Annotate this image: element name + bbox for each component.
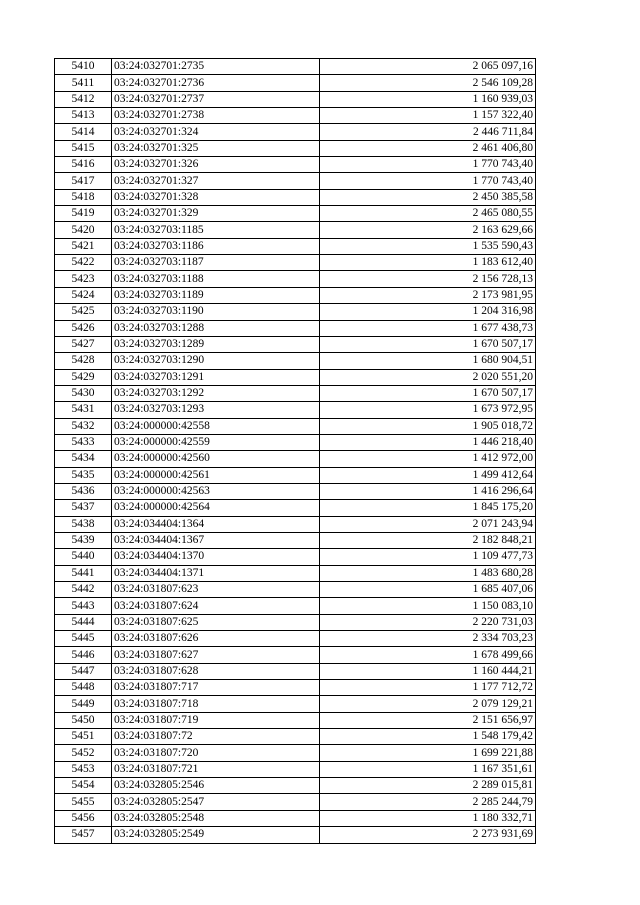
cadastral-value-cell: 1 150 083,10 xyxy=(320,598,536,614)
row-number-cell: 5417 xyxy=(55,173,112,189)
row-number-cell: 5455 xyxy=(55,794,112,810)
cadastral-number-cell: 03:24:031807:720 xyxy=(112,745,320,761)
table-row xyxy=(55,729,536,745)
cadastral-number-cell: 03:24:032701:328 xyxy=(112,189,320,205)
cadastral-number-cell: 03:24:032703:1190 xyxy=(112,304,320,320)
table-row xyxy=(55,140,536,156)
table-row xyxy=(55,663,536,679)
cadastral-number-cell: 03:24:032701:2735 xyxy=(112,59,320,75)
cadastral-value-cell: 2 334 703,23 xyxy=(320,631,536,647)
row-number-cell: 5426 xyxy=(55,320,112,336)
cadastral-value-cell: 2 182 848,21 xyxy=(320,532,536,548)
cadastral-value-cell: 2 546 109,28 xyxy=(320,75,536,91)
cadastral-number-cell: 03:24:032701:2738 xyxy=(112,108,320,124)
row-number-cell: 5427 xyxy=(55,336,112,352)
cadastral-value-table xyxy=(54,58,536,844)
cadastral-value-cell: 1 905 018,72 xyxy=(320,418,536,434)
table-row xyxy=(55,418,536,434)
cadastral-number-cell: 03:24:032701:327 xyxy=(112,173,320,189)
cadastral-number-cell: 03:24:032703:1288 xyxy=(112,320,320,336)
table-row xyxy=(55,402,536,418)
row-number-cell: 5447 xyxy=(55,663,112,679)
cadastral-value-cell: 2 461 406,80 xyxy=(320,140,536,156)
table-row xyxy=(55,451,536,467)
table-row xyxy=(55,320,536,336)
cadastral-number-cell: 03:24:000000:42564 xyxy=(112,500,320,516)
row-number-cell: 5432 xyxy=(55,418,112,434)
cadastral-value-cell: 1 160 444,21 xyxy=(320,663,536,679)
table-row xyxy=(55,614,536,630)
cadastral-number-cell: 03:24:031807:718 xyxy=(112,696,320,712)
cadastral-value-cell: 1 535 590,43 xyxy=(320,238,536,254)
row-number-cell: 5438 xyxy=(55,516,112,532)
cadastral-value-cell: 1 685 407,06 xyxy=(320,582,536,598)
cadastral-number-cell: 03:24:034404:1371 xyxy=(112,565,320,581)
cadastral-value-cell: 1 680 904,51 xyxy=(320,353,536,369)
cadastral-number-cell: 03:24:032805:2547 xyxy=(112,794,320,810)
table-row xyxy=(55,385,536,401)
table-row xyxy=(55,500,536,516)
cadastral-value-cell: 2 065 097,16 xyxy=(320,59,536,75)
table-row xyxy=(55,206,536,222)
cadastral-number-cell: 03:24:032701:329 xyxy=(112,206,320,222)
cadastral-number-cell: 03:24:031807:628 xyxy=(112,663,320,679)
row-number-cell: 5428 xyxy=(55,353,112,369)
cadastral-number-cell: 03:24:031807:717 xyxy=(112,680,320,696)
cadastral-number-cell: 03:24:032805:2548 xyxy=(112,810,320,826)
table-row xyxy=(55,598,536,614)
row-number-cell: 5434 xyxy=(55,451,112,467)
cadastral-value-cell: 2 273 931,69 xyxy=(320,827,536,843)
table-row xyxy=(55,75,536,91)
row-number-cell: 5451 xyxy=(55,729,112,745)
row-number-cell: 5419 xyxy=(55,206,112,222)
cadastral-value-cell: 1 845 175,20 xyxy=(320,500,536,516)
cadastral-value-cell: 1 678 499,66 xyxy=(320,647,536,663)
row-number-cell: 5429 xyxy=(55,369,112,385)
table-row xyxy=(55,516,536,532)
cadastral-value-cell: 2 450 385,58 xyxy=(320,189,536,205)
cadastral-number-cell: 03:24:000000:42559 xyxy=(112,434,320,450)
cadastral-value-cell: 1 177 712,72 xyxy=(320,680,536,696)
cadastral-value-cell: 1 670 507,17 xyxy=(320,336,536,352)
table-row xyxy=(55,647,536,663)
table-row xyxy=(55,761,536,777)
cadastral-value-cell: 1 677 438,73 xyxy=(320,320,536,336)
row-number-cell: 5443 xyxy=(55,598,112,614)
cadastral-value-cell: 2 163 629,66 xyxy=(320,222,536,238)
table-row xyxy=(55,778,536,794)
cadastral-number-cell: 03:24:031807:623 xyxy=(112,582,320,598)
cadastral-number-cell: 03:24:000000:42558 xyxy=(112,418,320,434)
cadastral-number-cell: 03:24:032703:1189 xyxy=(112,287,320,303)
table-row xyxy=(55,680,536,696)
row-number-cell: 5435 xyxy=(55,467,112,483)
cadastral-value-cell: 2 285 244,79 xyxy=(320,794,536,810)
row-number-cell: 5456 xyxy=(55,810,112,826)
cadastral-number-cell: 03:24:032703:1187 xyxy=(112,255,320,271)
cadastral-number-cell: 03:24:032701:2737 xyxy=(112,91,320,107)
cadastral-value-cell: 1 446 218,40 xyxy=(320,434,536,450)
row-number-cell: 5453 xyxy=(55,761,112,777)
row-number-cell: 5445 xyxy=(55,631,112,647)
row-number-cell: 5424 xyxy=(55,287,112,303)
table-row xyxy=(55,369,536,385)
cadastral-value-cell: 2 446 711,84 xyxy=(320,124,536,140)
cadastral-value-cell: 1 204 316,98 xyxy=(320,304,536,320)
row-number-cell: 5433 xyxy=(55,434,112,450)
table-row xyxy=(55,549,536,565)
cadastral-value-cell: 2 156 728,13 xyxy=(320,271,536,287)
table-row xyxy=(55,336,536,352)
cadastral-number-cell: 03:24:032701:325 xyxy=(112,140,320,156)
cadastral-value-cell: 1 770 743,40 xyxy=(320,173,536,189)
cadastral-value-cell: 1 499 412,64 xyxy=(320,467,536,483)
cadastral-number-cell: 03:24:034404:1370 xyxy=(112,549,320,565)
table-row xyxy=(55,173,536,189)
cadastral-number-cell: 03:24:032701:324 xyxy=(112,124,320,140)
cadastral-number-cell: 03:24:032703:1289 xyxy=(112,336,320,352)
cadastral-value-cell: 2 465 080,55 xyxy=(320,206,536,222)
cadastral-number-cell: 03:24:032805:2549 xyxy=(112,827,320,843)
cadastral-value-cell: 1 157 322,40 xyxy=(320,108,536,124)
cadastral-number-cell: 03:24:000000:42560 xyxy=(112,451,320,467)
cadastral-value-cell: 1 483 680,28 xyxy=(320,565,536,581)
table-row xyxy=(55,353,536,369)
cadastral-number-cell: 03:24:032701:2736 xyxy=(112,75,320,91)
table-row xyxy=(55,467,536,483)
cadastral-value-cell: 1 416 296,64 xyxy=(320,483,536,499)
table-row xyxy=(55,287,536,303)
table-row xyxy=(55,582,536,598)
table-row xyxy=(55,108,536,124)
row-number-cell: 5422 xyxy=(55,255,112,271)
cadastral-number-cell: 03:24:032703:1188 xyxy=(112,271,320,287)
table-row xyxy=(55,696,536,712)
table-row xyxy=(55,222,536,238)
cadastral-value-cell: 2 220 731,03 xyxy=(320,614,536,630)
cadastral-value-cell: 2 079 129,21 xyxy=(320,696,536,712)
cadastral-value-cell: 1 167 351,61 xyxy=(320,761,536,777)
row-number-cell: 5446 xyxy=(55,647,112,663)
cadastral-value-cell: 1 548 179,42 xyxy=(320,729,536,745)
table-row xyxy=(55,124,536,140)
cadastral-number-cell: 03:24:034404:1367 xyxy=(112,532,320,548)
table-row xyxy=(55,827,536,843)
cadastral-number-cell: 03:24:000000:42561 xyxy=(112,467,320,483)
row-number-cell: 5448 xyxy=(55,680,112,696)
row-number-cell: 5418 xyxy=(55,189,112,205)
cadastral-value-cell: 2 173 981,95 xyxy=(320,287,536,303)
cadastral-value-cell: 2 151 656,97 xyxy=(320,712,536,728)
cadastral-number-cell: 03:24:034404:1364 xyxy=(112,516,320,532)
cadastral-number-cell: 03:24:032701:326 xyxy=(112,157,320,173)
row-number-cell: 5414 xyxy=(55,124,112,140)
cadastral-number-cell: 03:24:032703:1185 xyxy=(112,222,320,238)
table-row xyxy=(55,189,536,205)
row-number-cell: 5452 xyxy=(55,745,112,761)
row-number-cell: 5430 xyxy=(55,385,112,401)
cadastral-number-cell: 03:24:032703:1292 xyxy=(112,385,320,401)
cadastral-value-cell: 2 020 551,20 xyxy=(320,369,536,385)
cadastral-number-cell: 03:24:031807:721 xyxy=(112,761,320,777)
table-body xyxy=(55,59,536,844)
cadastral-value-cell: 1 412 972,00 xyxy=(320,451,536,467)
cadastral-value-cell: 1 673 972,95 xyxy=(320,402,536,418)
table-row xyxy=(55,157,536,173)
row-number-cell: 5431 xyxy=(55,402,112,418)
row-number-cell: 5439 xyxy=(55,532,112,548)
table-row xyxy=(55,810,536,826)
table-row xyxy=(55,255,536,271)
table-row xyxy=(55,304,536,320)
cadastral-number-cell: 03:24:032703:1293 xyxy=(112,402,320,418)
row-number-cell: 5444 xyxy=(55,614,112,630)
row-number-cell: 5440 xyxy=(55,549,112,565)
row-number-cell: 5411 xyxy=(55,75,112,91)
cadastral-value-cell: 1 183 612,40 xyxy=(320,255,536,271)
cadastral-number-cell: 03:24:031807:627 xyxy=(112,647,320,663)
row-number-cell: 5421 xyxy=(55,238,112,254)
table-row xyxy=(55,59,536,75)
cadastral-number-cell: 03:24:032805:2546 xyxy=(112,778,320,794)
cadastral-value-cell: 1 180 332,71 xyxy=(320,810,536,826)
row-number-cell: 5412 xyxy=(55,91,112,107)
table-row xyxy=(55,483,536,499)
row-number-cell: 5450 xyxy=(55,712,112,728)
cadastral-value-cell: 1 109 477,73 xyxy=(320,549,536,565)
cadastral-value-cell: 1 670 507,17 xyxy=(320,385,536,401)
cadastral-value-cell: 2 071 243,94 xyxy=(320,516,536,532)
table-row xyxy=(55,532,536,548)
row-number-cell: 5437 xyxy=(55,500,112,516)
cadastral-value-cell: 1 160 939,03 xyxy=(320,91,536,107)
cadastral-number-cell: 03:24:031807:72 xyxy=(112,729,320,745)
row-number-cell: 5425 xyxy=(55,304,112,320)
row-number-cell: 5442 xyxy=(55,582,112,598)
cadastral-number-cell: 03:24:032703:1186 xyxy=(112,238,320,254)
table-row xyxy=(55,712,536,728)
row-number-cell: 5423 xyxy=(55,271,112,287)
table-row xyxy=(55,271,536,287)
table-row xyxy=(55,91,536,107)
cadastral-value-cell: 1 770 743,40 xyxy=(320,157,536,173)
cadastral-number-cell: 03:24:031807:624 xyxy=(112,598,320,614)
row-number-cell: 5436 xyxy=(55,483,112,499)
table-row xyxy=(55,565,536,581)
row-number-cell: 5413 xyxy=(55,108,112,124)
row-number-cell: 5454 xyxy=(55,778,112,794)
row-number-cell: 5420 xyxy=(55,222,112,238)
table-row xyxy=(55,745,536,761)
row-number-cell: 5415 xyxy=(55,140,112,156)
cadastral-number-cell: 03:24:031807:626 xyxy=(112,631,320,647)
row-number-cell: 5457 xyxy=(55,827,112,843)
table-row xyxy=(55,631,536,647)
cadastral-number-cell: 03:24:031807:625 xyxy=(112,614,320,630)
table-row xyxy=(55,794,536,810)
cadastral-value-cell: 2 289 015,81 xyxy=(320,778,536,794)
row-number-cell: 5449 xyxy=(55,696,112,712)
table-row xyxy=(55,434,536,450)
row-number-cell: 5441 xyxy=(55,565,112,581)
cadastral-number-cell: 03:24:032703:1290 xyxy=(112,353,320,369)
table-row xyxy=(55,238,536,254)
row-number-cell: 5416 xyxy=(55,157,112,173)
row-number-cell: 5410 xyxy=(55,59,112,75)
cadastral-number-cell: 03:24:000000:42563 xyxy=(112,483,320,499)
cadastral-number-cell: 03:24:032703:1291 xyxy=(112,369,320,385)
cadastral-number-cell: 03:24:031807:719 xyxy=(112,712,320,728)
cadastral-value-cell: 1 699 221,88 xyxy=(320,745,536,761)
